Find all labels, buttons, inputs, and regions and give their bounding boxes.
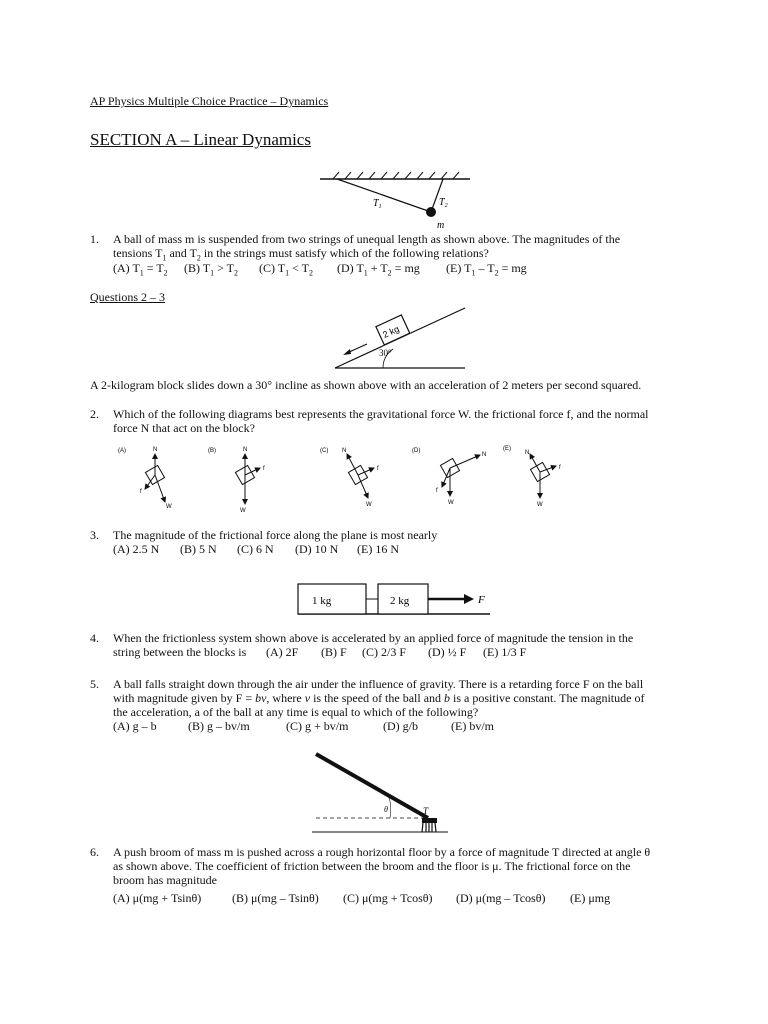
svg-text:1 kg: 1 kg	[312, 595, 332, 607]
svg-text:N: N	[243, 447, 248, 453]
svg-text:(B): (B)	[208, 448, 216, 454]
svg-text:N: N	[525, 450, 530, 456]
svg-text:f: f	[263, 466, 265, 472]
svg-text:W: W	[537, 502, 543, 508]
q6-line1: A push broom of mass m is pushed across a rough horizontal floor by a force of magnitude T directed at angle θ	[113, 845, 651, 859]
q5-option-c[interactable]: (C) g + bv/m	[286, 719, 349, 733]
diagram-e[interactable]	[503, 446, 561, 508]
q4-line1: When the frictionless system shown above is accelerated by an applied force of magnitude the tension in the	[113, 631, 634, 645]
document-header: AP Physics Multiple Choice Practice – Dynamics	[90, 94, 329, 108]
block-1kg	[298, 584, 366, 614]
svg-text:W: W	[240, 508, 246, 514]
q3-line1: The magnitude of the frictional force along the plane is most nearly	[113, 528, 438, 542]
label-t2: $T_2$	[439, 197, 448, 209]
figure-hanging-ball	[315, 172, 475, 232]
q5-line2: with magnitude given by F = bv, where v is the speed of the ball and b is a positive constant. The magnitude of	[113, 691, 645, 705]
svg-text:F: F	[478, 594, 485, 606]
q3-option-b[interactable]: (B) 5 N	[180, 542, 217, 556]
q5-line3: the acceleration, a of the ball at any time is equal to which of the following?	[113, 705, 479, 719]
broom-handle	[316, 754, 428, 818]
q6-option-b[interactable]: (B) μ(mg – Tsinθ)	[232, 891, 319, 905]
svg-text:N: N	[482, 452, 487, 458]
svg-text:W: W	[166, 504, 172, 510]
svg-text:(E): (E)	[503, 446, 511, 452]
q6-option-d[interactable]: (D) μ(mg – Tcosθ)	[456, 891, 546, 905]
label-t1: $T_1$	[373, 198, 382, 210]
q5-line1: A ball falls straight down through the air under the influence of gravity. There is a retarding force F on the ball	[113, 677, 644, 691]
diagram-d[interactable]	[412, 448, 486, 506]
q4-option-e[interactable]: (E) 1/3 F	[483, 645, 527, 659]
section-title: SECTION A – Linear Dynamics	[90, 130, 311, 149]
question-group-label: Questions 2 – 3	[90, 290, 165, 304]
q1-option-d[interactable]: (D) $T_1 + T_2$ = mg	[337, 261, 420, 278]
q5-option-b[interactable]: (B) g – bv/m	[188, 719, 250, 733]
svg-text:f: f	[377, 466, 379, 472]
force-arrow-icon	[464, 594, 474, 604]
q2-line1: Which of the following diagrams best represents the gravitational force W. the frictional force f, and the normal	[113, 407, 649, 421]
q4-option-d[interactable]: (D) ½ F	[428, 645, 467, 659]
q1-option-c[interactable]: (C) $T_1 < T_2$	[259, 261, 313, 278]
q5-option-a[interactable]: (A) g – b	[113, 719, 157, 733]
q6-line3: broom has magnitude	[113, 873, 217, 887]
q1-line1: A ball of mass m is suspended from two strings of unequal length as shown above. The magnitudes of the	[113, 232, 621, 246]
q6-option-c[interactable]: (C) μ(mg + Tcosθ)	[343, 891, 433, 905]
broom-force-label: T	[423, 806, 429, 816]
svg-text:f: f	[140, 489, 142, 495]
q1-option-a[interactable]: (A) $T_1 = T_2$	[113, 261, 168, 278]
q4-option-c[interactable]: (C) 2/3 F	[362, 645, 407, 659]
figure-incline	[325, 306, 470, 372]
broom-head-icon	[422, 818, 437, 832]
diagram-a[interactable]	[118, 447, 172, 510]
q3-option-e[interactable]: (E) 16 N	[357, 542, 399, 556]
svg-text:N: N	[342, 448, 347, 454]
q3-option-d[interactable]: (D) 10 N	[295, 542, 339, 556]
broom-angle-label: θ	[384, 805, 388, 814]
q1-line2: tensions $T_1$ and $T_2$ in the strings must satisfy which of the following relations?	[113, 246, 489, 263]
svg-text:f: f	[436, 488, 438, 494]
q2-number: 2.	[90, 407, 99, 421]
svg-text:N: N	[153, 447, 158, 453]
figure-two-blocks	[290, 578, 500, 618]
incline-angle-label: 30°	[379, 348, 392, 358]
q6-number: 6.	[90, 845, 99, 859]
label-mass: m	[437, 220, 445, 231]
q6-option-a[interactable]: (A) μ(mg + Tsinθ)	[113, 891, 202, 905]
block-mass-label: 2 kg	[381, 323, 401, 340]
figure-push-broom	[300, 748, 460, 838]
q1-number: 1.	[90, 232, 99, 246]
q4-option-b[interactable]: (B) F	[321, 645, 347, 659]
q6-option-e[interactable]: (E) μmg	[570, 891, 611, 905]
svg-text:W: W	[366, 502, 372, 508]
q5-number: 5.	[90, 677, 99, 691]
svg-text:(C): (C)	[320, 448, 329, 454]
svg-text:W: W	[448, 500, 454, 506]
svg-text:(A): (A)	[118, 448, 126, 454]
q3-option-c[interactable]: (C) 6 N	[237, 542, 274, 556]
q5-option-e[interactable]: (E) bv/m	[451, 719, 494, 733]
q5-option-d[interactable]: (D) g/b	[383, 719, 418, 733]
q2-3-intro: A 2-kilogram block slides down a 30° incline as shown above with an acceleration of 2 meters per second squared.	[90, 378, 642, 392]
q3-number: 3.	[90, 528, 99, 542]
ball-icon	[426, 207, 436, 217]
q4-option-a[interactable]: (A) 2F	[266, 645, 299, 659]
q1-option-b[interactable]: (B) $T_1 > T_2$	[184, 261, 238, 278]
svg-text:2 kg: 2 kg	[390, 595, 410, 607]
free-body-diagrams	[110, 442, 590, 512]
diagram-b[interactable]	[208, 447, 265, 514]
q2-line2: force N that act on the block?	[113, 421, 255, 435]
svg-text:f: f	[559, 465, 561, 471]
q6-line2: as shown above. The coefficient of friction between the broom and the floor is μ. The frictional force on the	[113, 859, 631, 873]
q4-line2: string between the blocks is	[113, 645, 247, 659]
q1-option-e[interactable]: (E) $T_1 - T_2$ = mg	[446, 261, 527, 278]
diagram-c[interactable]	[320, 448, 379, 508]
svg-text:(D): (D)	[412, 448, 421, 454]
q4-number: 4.	[90, 631, 99, 645]
q3-option-a[interactable]: (A) 2.5 N	[113, 542, 160, 556]
